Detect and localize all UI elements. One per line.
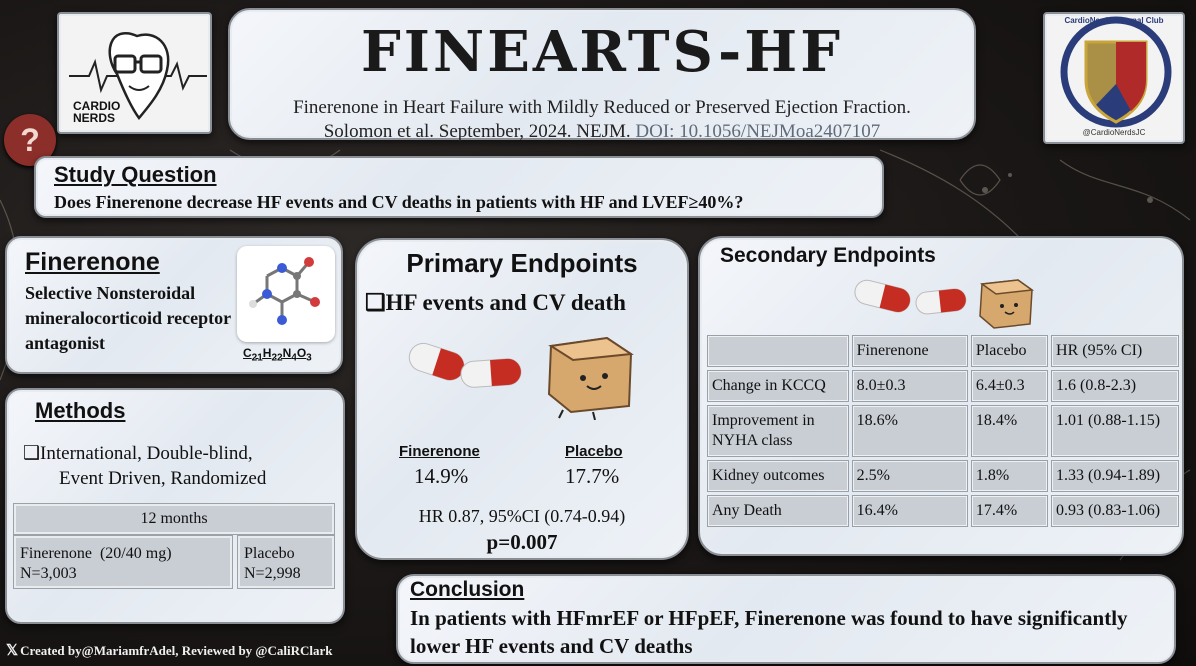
study-question-text: Does Finerenone decrease HF events and CV deaths in patients with HF and LVEF≥40%? xyxy=(54,192,744,212)
arm-finerenone-name: Finerenone (20/40 mg) xyxy=(20,545,172,562)
table-cell: 1.01 (0.88-1.15) xyxy=(1051,405,1179,457)
study-question-heading: Study Question xyxy=(54,162,217,187)
table-cell: 18.6% xyxy=(852,405,968,457)
table-cell: 1.8% xyxy=(971,460,1048,492)
table-cell: Improvement in NYHA class xyxy=(707,405,849,457)
pill-capsule-icon xyxy=(397,336,527,406)
journal-club-ring-text: CardioNerds Journal Club xyxy=(1064,16,1164,25)
table-cell: Change in KCCQ xyxy=(707,370,849,402)
sugar-cube-mascot-icon xyxy=(972,268,1042,334)
table-row xyxy=(707,495,1179,527)
citation: Solomon et al. September, 2024. NEJM. xyxy=(323,121,631,142)
question-mark-icon: ? xyxy=(4,114,56,166)
journal-club-handle: @CardioNerdsJC xyxy=(1082,128,1146,137)
table-cell: 8.0±0.3 xyxy=(852,370,968,402)
conclusion-panel xyxy=(396,574,1176,664)
primary-placebo-label: Placebo xyxy=(565,443,623,460)
cardionerds-logo xyxy=(57,12,212,134)
table-header-cell xyxy=(707,335,849,367)
study-subtitle: Finerenone in Heart Failure with Mildly Reduced or Preserved Ejection Fraction. xyxy=(293,97,911,118)
table-cell: 17.4% xyxy=(971,495,1048,527)
arm-finerenone-n: N=3,003 xyxy=(20,565,77,582)
table-cell: Kidney outcomes xyxy=(707,460,849,492)
primary-finerenone-label: Finerenone xyxy=(399,443,480,460)
table-cell: 2.5% xyxy=(852,460,968,492)
title-panel xyxy=(228,8,976,140)
drug-panel xyxy=(5,236,343,374)
table-row xyxy=(707,405,1179,457)
drug-heading: Finerenone xyxy=(25,248,160,276)
primary-finerenone-value: 14.9% xyxy=(414,464,469,488)
sugar-cube-mascot-icon xyxy=(537,320,647,420)
secondary-endpoints-table xyxy=(704,332,1182,530)
methods-design-line2: Event Driven, Randomized xyxy=(59,468,267,489)
arm-placebo-n: N=2,998 xyxy=(244,565,301,582)
primary-endpoints-heading: Primary Endpoints xyxy=(406,248,638,278)
primary-endpoints-panel xyxy=(355,238,689,560)
conclusion-heading: Conclusion xyxy=(410,578,525,601)
table-row xyxy=(707,370,1179,402)
secondary-endpoints-heading: Secondary Endpoints xyxy=(720,244,936,267)
credit-line xyxy=(6,641,333,659)
table-header-cell: Finerenone xyxy=(852,335,968,367)
primary-p-value: p=0.007 xyxy=(486,530,558,554)
methods-arm-finerenone xyxy=(14,536,232,588)
shield-crest-icon xyxy=(1045,14,1187,146)
table-header-cell: HR (95% CI) xyxy=(1051,335,1179,367)
arm-placebo-name: Placebo xyxy=(244,545,295,562)
table-row xyxy=(707,460,1179,492)
chemical-formula: $C_{21}H_{22}N_4O_3$ xyxy=(243,346,312,364)
methods-design-line1: ❑International, Double-blind, xyxy=(23,443,253,464)
pill-capsule-icon xyxy=(850,274,970,324)
table-cell: 0.93 (0.83-1.06) xyxy=(1051,495,1179,527)
journal-club-logo xyxy=(1043,12,1185,144)
table-cell: 1.6 (0.8-2.3) xyxy=(1051,370,1179,402)
conclusion-text: In patients with HFmrEF or HFpEF, Finerenone was found to have significantly lower HF events and CV deaths xyxy=(410,606,1128,658)
table-header-cell: Placebo xyxy=(971,335,1048,367)
doi-link[interactable]: DOI: 10.1056/NEJMoa2407107 xyxy=(635,121,881,142)
credit-text: Created by@MariamfrAdel, Reviewed by @CaliRClark xyxy=(20,643,333,658)
study-question-panel xyxy=(34,156,884,218)
table-header-row xyxy=(707,335,1179,367)
methods-duration: 12 months xyxy=(14,504,334,534)
drug-description: Selective Nonsteroidal mineralocorticoid receptor antagonist xyxy=(25,283,231,353)
methods-arm-placebo xyxy=(238,536,334,588)
x-logo-icon[interactable]: 𝕏 xyxy=(6,642,19,659)
primary-placebo-value: 17.7% xyxy=(565,464,620,488)
page-title: FINEARTS-HF xyxy=(361,19,843,85)
molecule-structure xyxy=(237,246,335,342)
table-cell: Any Death xyxy=(707,495,849,527)
secondary-endpoints-panel xyxy=(698,236,1184,556)
methods-heading: Methods xyxy=(35,398,126,423)
table-cell: 18.4% xyxy=(971,405,1048,457)
table-cell: 1.33 (0.94-1.89) xyxy=(1051,460,1179,492)
primary-outcome: ❑HF events and CV death xyxy=(365,290,626,315)
citation-line xyxy=(230,120,974,144)
molecule-icon xyxy=(237,246,335,342)
cardionerds-logo-text: CARDIO NERDS xyxy=(73,99,121,125)
primary-hazard-ratio: HR 0.87, 95%CI (0.74-0.94) xyxy=(418,506,626,526)
table-cell: 6.4±0.3 xyxy=(971,370,1048,402)
table-cell: 16.4% xyxy=(852,495,968,527)
